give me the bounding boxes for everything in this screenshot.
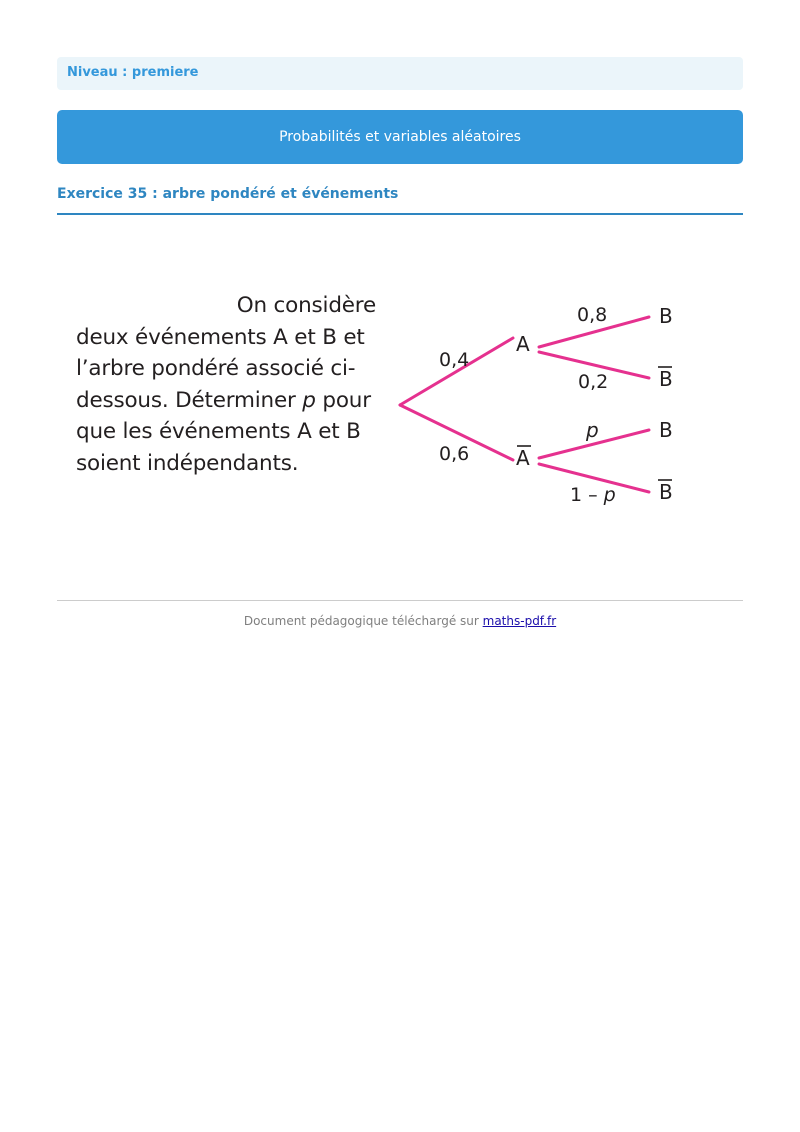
probability-tree bbox=[57, 280, 697, 520]
prob-not-a-not-b-prefix: 1 – bbox=[570, 484, 604, 506]
footer-divider bbox=[57, 600, 743, 601]
leaf-b-1: B bbox=[659, 304, 673, 328]
exercise-title: Exercice 35 : arbre pondéré et événements bbox=[57, 186, 743, 215]
footer-text: Document pédagogique téléchargé sur bbox=[243, 614, 483, 628]
question-before: Déterminer bbox=[175, 387, 303, 413]
prob-a-b: 0,8 bbox=[577, 304, 608, 326]
topic-banner: Probabilités et variables aléatoires bbox=[57, 110, 743, 164]
question-variable: p bbox=[302, 387, 316, 413]
leaf-not-b-2: B bbox=[659, 480, 673, 504]
footer-link[interactable]: maths-pdf.fr bbox=[482, 614, 557, 628]
footer bbox=[57, 614, 743, 628]
leaf-not-b-1: B bbox=[659, 367, 673, 391]
node-a: A bbox=[516, 332, 530, 356]
statement-first-line: On considère bbox=[236, 293, 376, 318]
question-after: pour que les événements A et B soient indépendants. bbox=[76, 387, 371, 476]
level-label: Niveau : premiere bbox=[57, 57, 743, 90]
prob-a-not-b: 0,2 bbox=[578, 371, 609, 393]
prob-not-a-not-b-var: p bbox=[603, 484, 616, 506]
prob-not-a-not-b bbox=[570, 484, 616, 506]
exercise-figure bbox=[57, 280, 697, 520]
branch-prob-a: 0,4 bbox=[439, 349, 470, 371]
branch-prob-not-a: 0,6 bbox=[439, 443, 470, 465]
leaf-b-2: B bbox=[659, 418, 673, 442]
node-not-a: A bbox=[516, 446, 530, 470]
prob-not-a-b: p bbox=[586, 418, 599, 442]
statement-body: deux événements A et B et l’arbre pondéré associé ci-dessous. bbox=[76, 324, 365, 413]
